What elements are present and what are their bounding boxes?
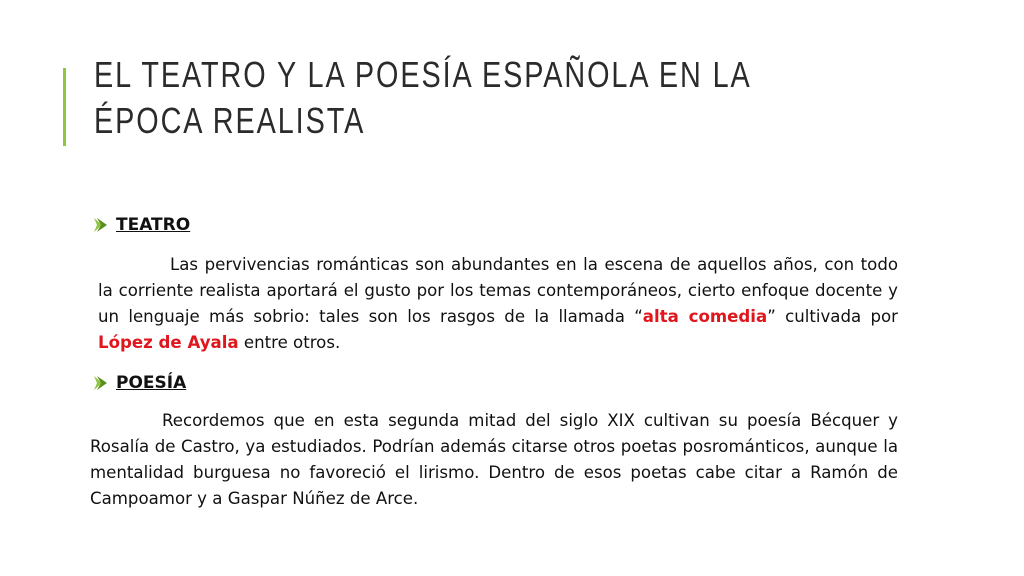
paragraph-text: Las pervivencias románticas son abundantes en la escena de aquellos años, con todo la corriente realista aportará el gusto por los temas contemporáneos, cierto enfoque docente y un lenguaje más sobrio: tales son los rasgos de la llamada “ <box>98 255 898 326</box>
title-accent-bar <box>63 68 66 146</box>
arrow-bullet-icon <box>92 216 110 234</box>
section-heading <box>92 371 186 395</box>
highlight-lopez-de-ayala: López de Ayala <box>98 333 239 352</box>
highlight-alta-comedia: alta comedia <box>642 307 768 326</box>
section-teatro <box>92 213 190 237</box>
section-heading <box>92 213 190 237</box>
slide-title: EL TEATRO Y LA POESÍA ESPAÑOLA EN LA ÉPOCA REALISTA <box>94 54 751 141</box>
paragraph-text: entre otros. <box>238 333 341 352</box>
paragraph-poesia <box>90 408 898 512</box>
arrow-bullet-icon <box>92 374 110 392</box>
paragraph-text: ” cultivada por <box>767 307 898 326</box>
section-poesia <box>92 371 186 395</box>
paragraph-teatro <box>98 252 898 356</box>
paragraph-text: Recordemos que en esta segunda mitad del siglo XIX cultivan su poesía Bécquer y Rosalía de Castro, ya estudiados. Podrían además citarse otros poetas posrománticos, aunque la mentalidad burguesa no favoreció el lirismo. Dentro de esos poetas cabe citar a Ramón de Campoamor y a Gaspar Núñez de Arce. <box>90 411 898 508</box>
heading-teatro: TEATRO <box>116 215 191 235</box>
heading-poesia: POESÍA <box>116 373 187 393</box>
